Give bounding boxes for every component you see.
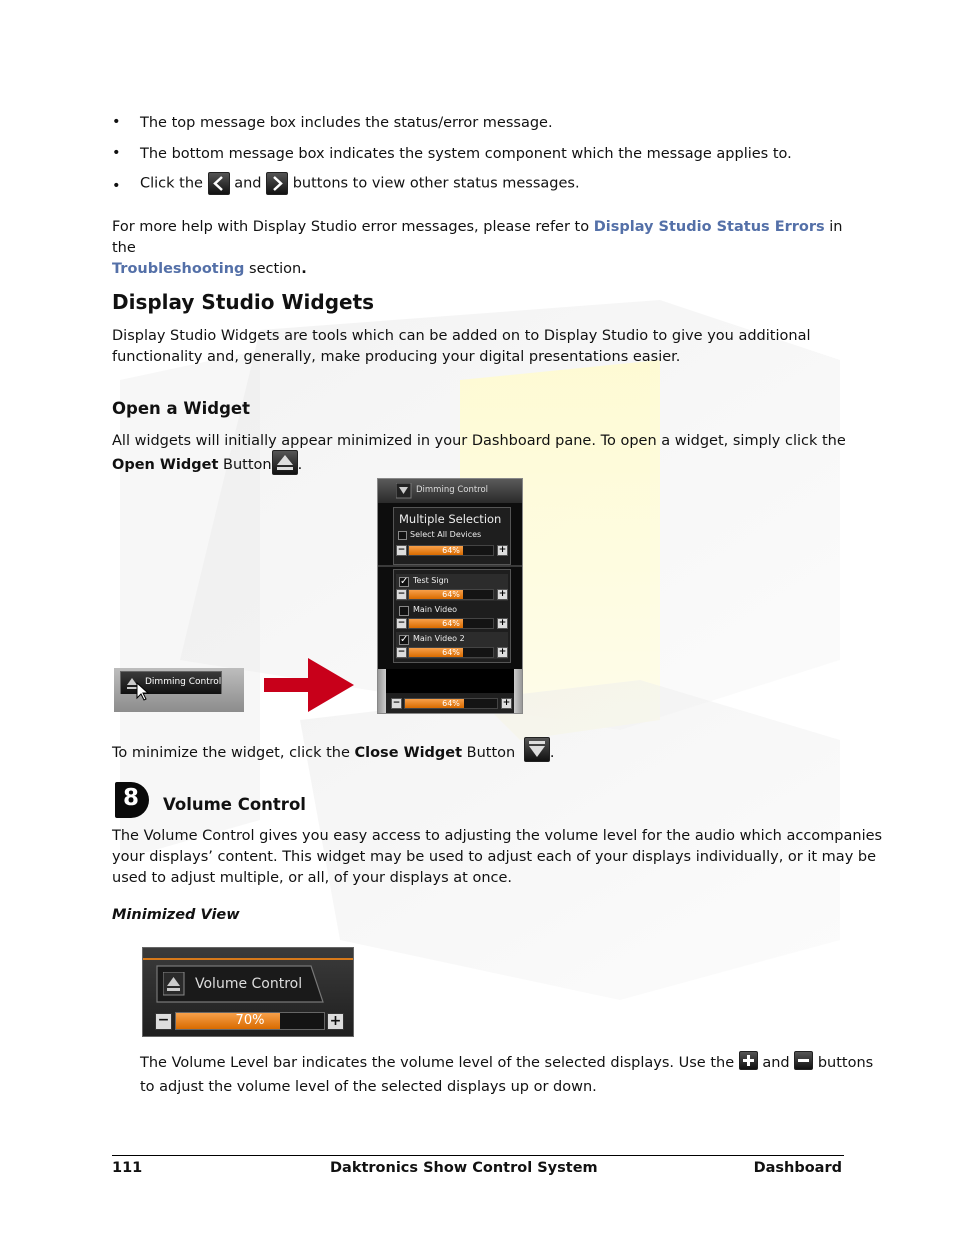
cursor-icon <box>136 682 150 702</box>
volume-widget-accent <box>143 958 353 960</box>
master-level-text: 64% <box>442 699 460 708</box>
help-text-4: . <box>301 261 307 277</box>
device-checkbox[interactable] <box>399 606 409 616</box>
volume-desc-pre: The Volume Level bar indicates the volume level of the selected displays. Use the <box>140 1055 735 1071</box>
open-widget-icon <box>272 450 298 475</box>
section-badge-number: 8 <box>123 785 140 811</box>
device-minus-button[interactable]: − <box>397 589 406 599</box>
volume-level-bar[interactable] <box>175 1012 325 1030</box>
volume-desc-post: buttons <box>817 1055 874 1071</box>
device-level-bar[interactable] <box>408 589 494 600</box>
dimming-minimized-tab <box>114 668 244 712</box>
footer-rule <box>112 1155 844 1156</box>
master-plus-button[interactable]: + <box>502 698 511 708</box>
open-widget-heading: Open a Widget <box>112 399 250 418</box>
volume-paragraph-line-2: your displays’ content. This widget may be used to adjust each of your displays individually, or it may be <box>112 849 877 865</box>
close-widget-icon[interactable] <box>396 483 412 499</box>
group-level-text: 64% <box>442 546 460 555</box>
dimming-minimized-label: Dimming Control <box>145 677 222 687</box>
volume-level-text: 70% <box>235 1013 265 1028</box>
device-plus-button[interactable]: + <box>498 618 507 628</box>
checkmark-icon[interactable]: ✓ <box>400 576 409 587</box>
device-level-text: 64% <box>442 619 460 628</box>
help-text-3: section <box>249 261 302 277</box>
volume-widget <box>142 947 354 1037</box>
device-level-text: 64% <box>442 648 460 657</box>
minus-icon <box>794 1051 813 1070</box>
minimized-view-label: Minimized View <box>112 907 240 923</box>
device-plus-button[interactable]: + <box>498 647 507 657</box>
plus-icon <box>739 1051 758 1070</box>
bullet-marker: • <box>112 114 121 130</box>
select-all-label: Select All Devices <box>410 530 482 539</box>
help-paragraph <box>112 217 847 280</box>
widgets-intro <box>112 326 810 368</box>
volume-desc-line-1 <box>140 1053 873 1074</box>
device-name: Test Sign <box>413 576 449 585</box>
volume-control-heading: Volume Control <box>163 795 306 814</box>
master-area-top <box>386 669 514 693</box>
troubleshooting-link[interactable]: Troubleshooting <box>112 261 245 277</box>
footer-title: Daktronics Show Control System <box>330 1160 598 1176</box>
device-row[interactable] <box>396 574 508 601</box>
device-plus-button[interactable]: + <box>498 589 507 599</box>
bullet-3-post: buttons to view other status messages. <box>292 175 580 192</box>
close-widget-line <box>112 743 554 764</box>
volume-desc-line-2: to adjust the volume level of the selected displays up or down. <box>140 1079 597 1095</box>
dimming-expanded-panel <box>377 478 523 714</box>
device-minus-button[interactable]: − <box>397 647 406 657</box>
volume-plus-button[interactable]: + <box>327 1013 344 1030</box>
bullet-3-mid: and <box>234 175 262 192</box>
close-widget-icon <box>524 737 550 762</box>
close-widget-rest: Button <box>466 745 516 761</box>
close-widget-bold: Close Widget <box>354 745 463 761</box>
device-level-bar[interactable] <box>408 647 494 658</box>
select-all-checkbox[interactable] <box>398 531 407 540</box>
open-widget-dot: . <box>297 457 303 473</box>
next-arrow-icon <box>266 172 288 195</box>
device-level-bar[interactable] <box>408 618 494 629</box>
device-level-text: 64% <box>442 590 460 599</box>
close-widget-dot: . <box>549 745 555 761</box>
bullet-text-3 <box>140 172 580 195</box>
volume-paragraph-line-3: used to adjust multiple, or all, of your displays at once. <box>112 870 513 886</box>
volume-tab-label: Volume Control <box>195 976 303 992</box>
device-row[interactable] <box>396 603 508 630</box>
help-text-1: For more help with Display Studio error messages, please refer to <box>112 219 590 235</box>
device-minus-button[interactable]: − <box>397 618 406 628</box>
bullet-3-pre: Click the <box>140 175 203 192</box>
device-name: Main Video 2 <box>413 634 465 643</box>
multiple-selection-title: Multiple Selection <box>399 512 502 526</box>
device-row[interactable] <box>396 632 508 659</box>
device-list <box>393 569 511 663</box>
bullet-text-1: The top message box includes the status/error message. <box>140 115 553 131</box>
volume-paragraph <box>112 826 882 889</box>
volume-minus-button[interactable]: − <box>155 1013 172 1030</box>
bullet-text-2: The bottom message box indicates the system component which the message applies to. <box>140 146 792 162</box>
group-plus-button[interactable]: + <box>498 545 507 555</box>
open-widget-bold: Open Widget <box>112 457 219 473</box>
widgets-heading: Display Studio Widgets <box>112 290 375 314</box>
widgets-intro-line-1: Display Studio Widgets are tools which can be added on to Display Studio to give you additional <box>112 328 811 344</box>
group-level-bar[interactable] <box>408 545 494 556</box>
panel-side-left <box>378 669 386 713</box>
multiple-selection-group <box>393 507 511 565</box>
dimming-header <box>378 479 522 503</box>
master-level-bar[interactable] <box>404 698 498 709</box>
master-minus-button[interactable]: − <box>392 698 401 708</box>
previous-arrow-icon <box>208 172 230 195</box>
volume-paragraph-line-1: The Volume Control gives you easy access to adjusting the volume level for the audio which accompanies <box>112 828 883 844</box>
open-widget-line-1: All widgets will initially appear minimized in your Dashboard pane. To open a widget, simply click the <box>112 433 846 449</box>
checkmark-icon[interactable]: ✓ <box>400 634 409 645</box>
red-arrow-icon <box>264 656 356 714</box>
widgets-intro-line-2: functionality and, generally, make producing your digital presentations easier. <box>112 349 681 365</box>
open-widget-rest: Button <box>223 457 272 473</box>
help-text-2: in the <box>112 219 843 256</box>
device-name: Main Video <box>413 605 458 614</box>
open-widget-line-2 <box>112 455 302 476</box>
open-widget-icon[interactable] <box>163 972 185 996</box>
close-widget-pre: To minimize the widget, click the <box>112 745 350 761</box>
dimming-header-label: Dimming Control <box>416 485 489 495</box>
bullet-marker: • <box>112 145 121 161</box>
footer-page-number: 111 <box>112 1160 143 1176</box>
group-minus-button[interactable]: − <box>397 545 406 555</box>
divider <box>378 565 522 567</box>
display-studio-status-errors-link[interactable]: Display Studio Status Errors <box>593 219 825 235</box>
panel-side-right <box>514 669 522 713</box>
bullet-marker: • <box>112 178 121 194</box>
volume-tab-area <box>153 964 359 1004</box>
volume-desc-mid: and <box>762 1055 790 1071</box>
footer-section: Dashboard <box>753 1160 842 1176</box>
